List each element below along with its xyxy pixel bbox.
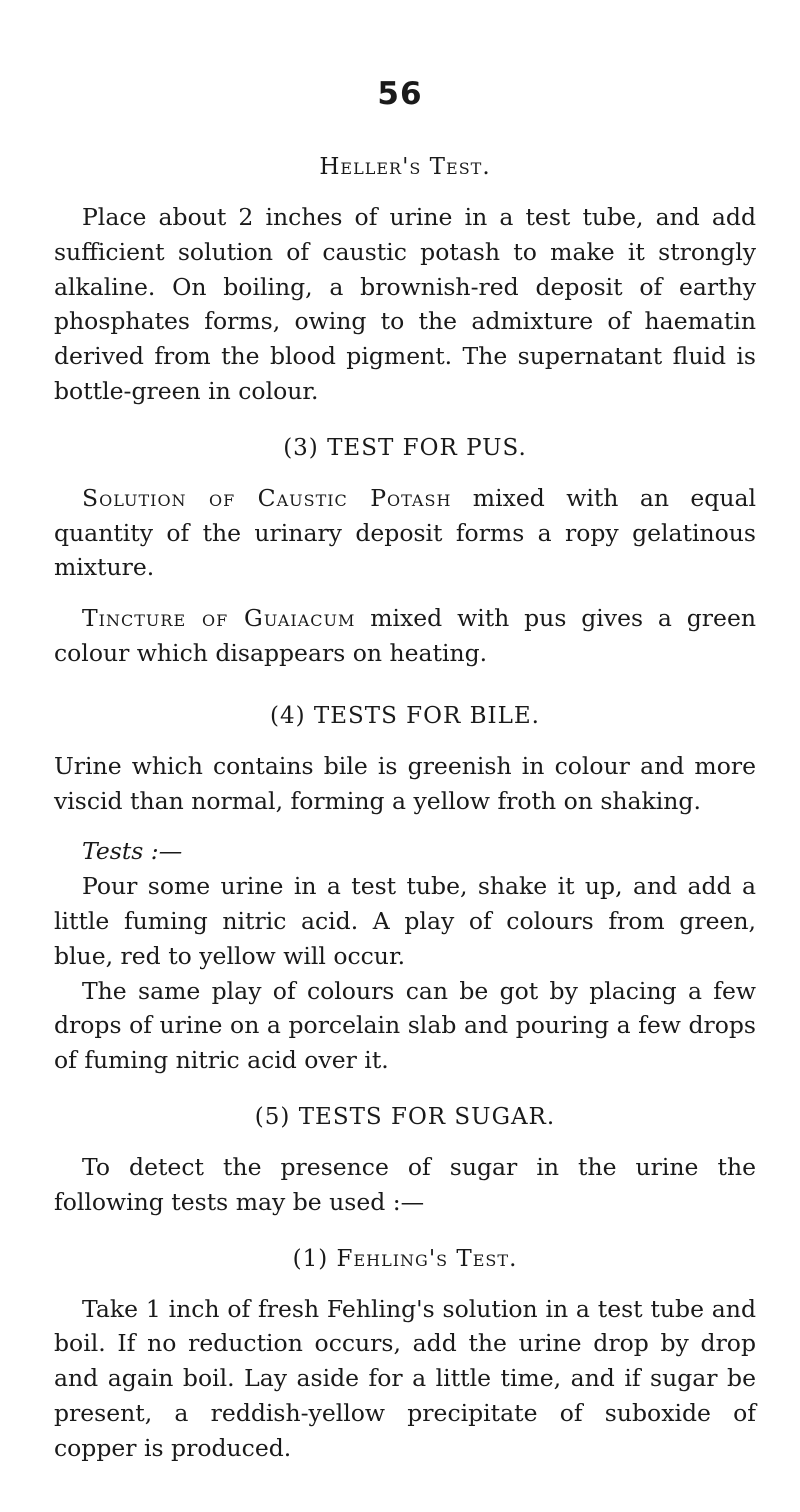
pus-test-paragraph-2-lead: Tincture of Guaiacum — [82, 604, 356, 633]
bile-test-paragraph-1: Pour some urine in a test tube, shake it up, and add a little fuming nitric acid. A play of colours from green, blue, red to yellow will occur. — [54, 872, 756, 970]
pus-test-paragraph-1-text: mixed with an equal quantity of the urinary deposit forms a ropy gelatinous mixture. — [54, 483, 756, 582]
heller-test-paragraph: Place about 2 inches of urine in a test tube, and add sufficient solution of caustic potash to make it strongly alkaline. On boiling, a brownish-red deposit of earthy phosphates forms, owing to the admixture of haematin derived from the blood pigment. The supernatant fluid is bottle-green in colour. — [54, 203, 756, 405]
sugar-intro-paragraph: To detect the presence of sugar in the urine the following tests may be used :— — [54, 1152, 756, 1216]
bile-tests-heading: (4) TESTS FOR BILE. — [270, 702, 540, 729]
sugar-tests-heading: (5) TESTS FOR SUGAR. — [254, 1103, 556, 1130]
page-number: 56 — [377, 76, 423, 112]
pus-test-paragraph-1-lead: Solution of Caustic Potash — [82, 483, 452, 512]
heller-test-heading: Heller's Test. — [319, 154, 491, 180]
pus-test-paragraph-2 — [54, 601, 756, 671]
pus-test-paragraph-1 — [54, 481, 756, 585]
bile-intro-paragraph: Urine which contains bile is greenish in colour and more viscid than normal, forming a yellow froth on shaking. — [54, 751, 756, 815]
pus-test-heading: (3) TEST FOR PUS. — [283, 434, 527, 461]
fehling-test-paragraph: Take 1 inch of fresh Fehling's solution in a test tube and boil. If no reduction occurs, add the urine drop by drop and again boil. Lay aside for a little time, and if sugar be present, a reddish-yellow precipitate of suboxide of copper is produced. — [54, 1294, 756, 1462]
bile-test-paragraph-2: The same play of colours can be got by placing a few drops of urine on a porcelain slab and pouring a few drops of fuming nitric acid over it. — [54, 976, 756, 1075]
pus-test-paragraph-2-text: mixed with pus gives a green colour which disappears on heating. — [54, 604, 756, 667]
page-content — [54, 150, 756, 1466]
bile-tests-label: Tests :— — [82, 837, 183, 866]
fehling-test-heading: (1) Fehling's Test. — [292, 1245, 518, 1272]
